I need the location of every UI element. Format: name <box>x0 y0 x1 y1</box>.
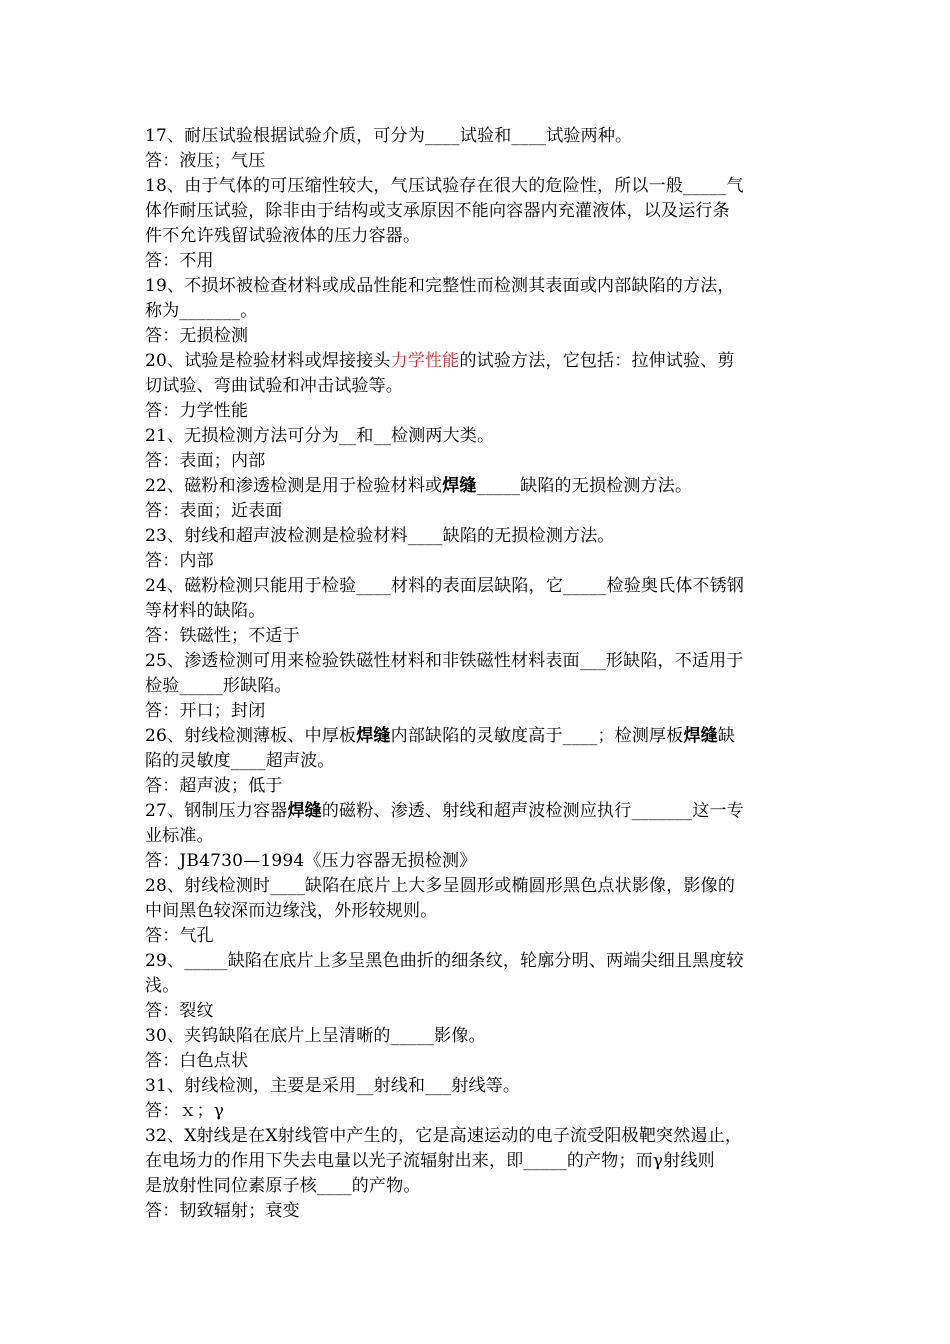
text-segment: 23、射线和超声波检测是检验材料____缺陷的无损检测方法。 <box>145 526 615 546</box>
answer-line <box>145 924 810 949</box>
text-segment: 的磁粉、渗透、射线和超声波检测应执行_______这一专 <box>321 801 744 821</box>
text-segment: 答：超声波；低于 <box>145 776 283 796</box>
answer-line <box>145 1199 810 1224</box>
text-segment: 27、钢制压力容器 <box>145 801 288 821</box>
answer-line <box>145 774 810 799</box>
text-segment: 26、射线检测薄板、中厚板 <box>145 726 357 746</box>
question-line <box>145 1124 810 1149</box>
answer-line <box>145 624 810 649</box>
question-line <box>145 1074 810 1099</box>
text-segment: 32、X射线是在X射线管中产生的，它是高速运动的电子流受阳极靶突然遏止， <box>145 1126 743 1146</box>
document-body <box>145 124 810 1224</box>
question-line <box>145 799 810 824</box>
text-segment: 22、磁粉和渗透检测是用于检验材料或 <box>145 476 443 496</box>
text-segment: 业标准。 <box>145 826 214 846</box>
highlighted-text: 力学性能 <box>390 351 460 371</box>
question-line <box>145 874 810 899</box>
bold-text: 焊缝 <box>287 801 322 821</box>
text-segment: 答：无损检测 <box>145 326 249 346</box>
answer-line <box>145 999 810 1024</box>
answer-line <box>145 549 810 574</box>
text-segment: 答：不用 <box>145 251 214 271</box>
question-line <box>145 724 810 749</box>
answer-line <box>145 399 810 424</box>
question-line <box>145 749 810 774</box>
answer-line <box>145 849 810 874</box>
question-line <box>145 474 810 499</box>
question-line <box>145 824 810 849</box>
text-segment: 20、试验是检验材料或焊接接头 <box>145 351 391 371</box>
answer-line <box>145 1099 810 1124</box>
text-segment: 30、夹钨缺陷在底片上呈清晰的_____影像。 <box>145 1026 486 1046</box>
question-line <box>145 599 810 624</box>
text-segment: 称为_______。 <box>145 301 258 321</box>
question-line <box>145 949 810 974</box>
question-line <box>145 1024 810 1049</box>
text-segment: 检验_____形缺陷。 <box>145 676 292 696</box>
question-line <box>145 124 810 149</box>
answer-line <box>145 699 810 724</box>
text-segment: 答：力学性能 <box>145 401 249 421</box>
question-line <box>145 424 810 449</box>
text-segment: 29、_____缺陷在底片上多呈黑色曲折的细条纹，轮廓分明、两端尖细且黑度较 <box>145 951 744 971</box>
text-segment: 是放射性同位素原子核____的产物。 <box>145 1176 421 1196</box>
text-segment: _____缺陷的无损检测方法。 <box>476 476 693 496</box>
question-line <box>145 1174 810 1199</box>
answer-line <box>145 149 810 174</box>
text-segment: 24、磁粉检测只能用于检验____材料的表面层缺陷，它_____检验奥氏体不锈钢 <box>145 576 745 596</box>
question-line <box>145 224 810 249</box>
text-segment: 在电场力的作用下失去电量以光子流辐射出来，即_____的产物；而γ射线则 <box>145 1151 715 1171</box>
text-segment: 答：开口；封闭 <box>145 701 266 721</box>
question-line <box>145 974 810 999</box>
text-segment: 等材料的缺陷。 <box>145 601 266 621</box>
question-line <box>145 174 810 199</box>
question-line <box>145 1149 810 1174</box>
question-line <box>145 199 810 224</box>
text-segment: 答：韧致辐射；衰变 <box>145 1201 300 1221</box>
question-line <box>145 299 810 324</box>
text-segment: 答：内部 <box>145 551 214 571</box>
bold-text: 焊缝 <box>442 476 477 496</box>
text-segment: 体作耐压试验，除非由于结构或支承原因不能向容器内充灌液体，以及运行条 <box>145 201 730 221</box>
text-segment: 答：JB4730—1994《压力容器无损检测》 <box>145 851 477 871</box>
text-segment: 答：表面；内部 <box>145 451 266 471</box>
text-segment: 答：裂纹 <box>145 1001 214 1021</box>
text-segment: 的试验方法，它包括：拉伸试验、剪 <box>459 351 735 371</box>
answer-line <box>145 324 810 349</box>
question-line <box>145 574 810 599</box>
text-segment: 31、射线检测，主要是采用__射线和___射线等。 <box>145 1076 521 1096</box>
text-segment: 浅。 <box>145 976 180 996</box>
text-segment: 17、耐压试验根据试验介质，可分为____试验和____试验两种。 <box>145 126 633 146</box>
text-segment: 答：白色点状 <box>145 1051 249 1071</box>
question-line <box>145 524 810 549</box>
bold-text: 焊缝 <box>683 726 718 746</box>
text-segment: 内部缺陷的灵敏度高于____；检测厚板 <box>390 726 684 746</box>
question-line <box>145 274 810 299</box>
question-line <box>145 649 810 674</box>
answer-line <box>145 249 810 274</box>
text-segment: 件不允许残留试验液体的压力容器。 <box>145 226 421 246</box>
question-line <box>145 349 810 374</box>
answer-line <box>145 1049 810 1074</box>
text-segment: 答：气孔 <box>145 926 214 946</box>
text-segment: 21、无损检测方法可分为__和__检测两大类。 <box>145 426 495 446</box>
text-segment: 答：表面；近表面 <box>145 501 283 521</box>
bold-text: 焊缝 <box>356 726 391 746</box>
text-segment: 28、射线检测时____缺陷在底片上大多呈圆形或椭圆形黑色点状影像，影像的 <box>145 876 736 896</box>
answer-line <box>145 499 810 524</box>
text-segment: 中间黑色较深而边缘浅，外形较规则。 <box>145 901 438 921</box>
text-segment: 陷的灵敏度____超声波。 <box>145 751 335 771</box>
text-segment: 答：液压；气压 <box>145 151 266 171</box>
text-segment: 答：铁磁性；不适于 <box>145 626 300 646</box>
text-segment: 25、渗透检测可用来检验铁磁性材料和非铁磁性材料表面___形缺陷，不适用于 <box>145 651 744 671</box>
text-segment: 19、不损坏被检查材料或成品性能和完整性而检测其表面或内部缺陷的方法， <box>145 276 735 296</box>
text-segment: 切试验、弯曲试验和冲击试验等。 <box>145 376 403 396</box>
question-line <box>145 899 810 924</box>
question-line <box>145 674 810 699</box>
answer-line <box>145 449 810 474</box>
question-line <box>145 374 810 399</box>
text-segment: 缺 <box>717 726 736 746</box>
text-segment: 18、由于气体的可压缩性较大，气压试验存在很大的危险性，所以一般_____气 <box>145 176 744 196</box>
text-segment: 答：ｘ；γ <box>145 1101 225 1121</box>
